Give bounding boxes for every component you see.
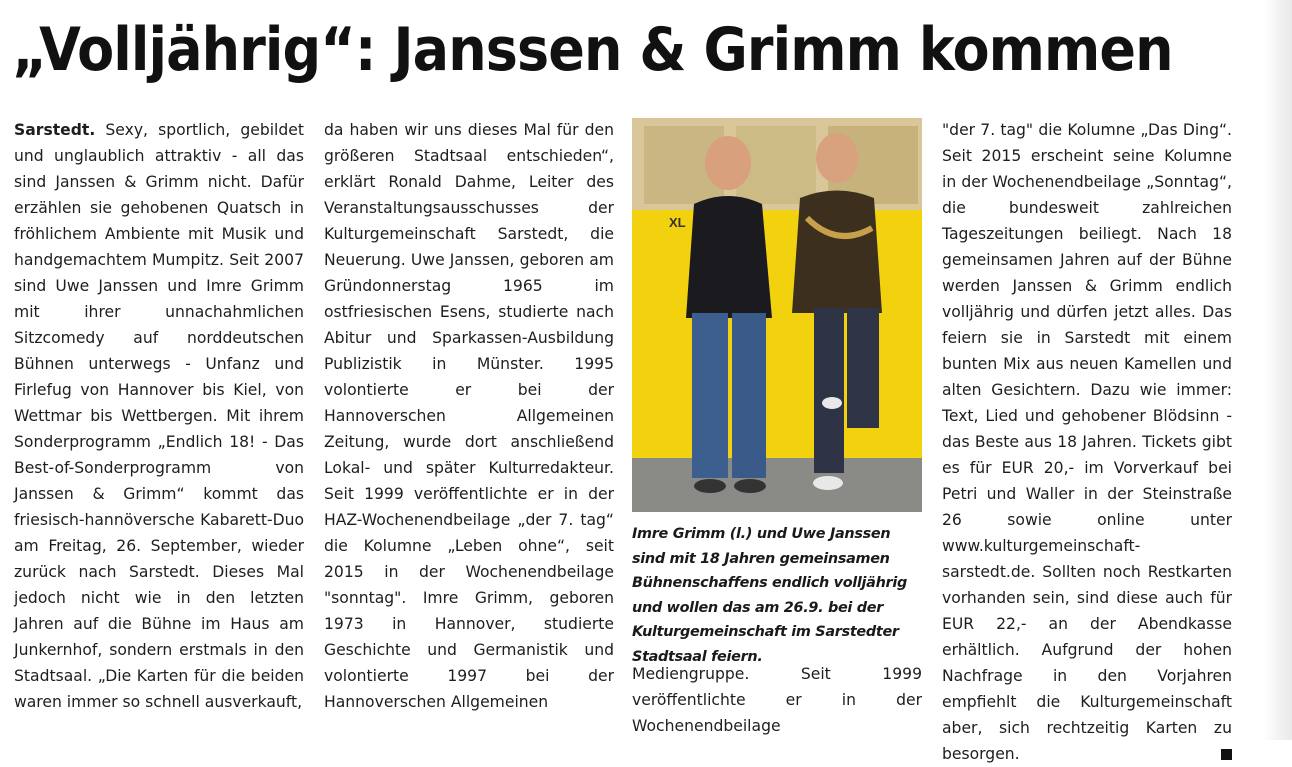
headline: „Volljährig“: Janssen & Grimm kommen — [12, 15, 1173, 85]
article-body-part-1 — [14, 117, 304, 715]
photo-caption: Imre Grimm (l.) und Uwe Janssen sind mit 18 Jahren gemeinsamen Bühnenschaffens endlich volljährig und wollen das am 26.9. bei der Kulturgemeinschaft im Sarstedter Stadtsaal feiern. — [632, 526, 907, 665]
article-body-part-3: Mediengruppe. Seit 1999 veröffentlichte er in der Wochenendbeilage — [632, 665, 922, 735]
text-column-1 — [14, 117, 304, 715]
article-body-part-2: da haben wir uns dieses Mal für den größeren Stadtsaal entschieden“, erklärt Ronald Dahme, Leiter des Veranstaltungsausschusses der Kulturgemeinschaft Sarstedt, die Neuerung. Uwe Janssen, geboren am Gründonnerstag 1965 im ostfriesischen Esens, studierte nach Abitur und Sparkassen-Ausbildung Publizistik in Münster. 1995 volontierte er bei der Hannoverschen Allgemeinen Zeitung, wurde dort anschließend Lokal- und später Kulturredakteur. Seit 1999 veröffentlichte er in der HAZ-Wochenendbeilage „der 7. tag“ die Kolumne „Leben ohne“, seit 2015 in der Wochenendbeilage "sonntag". Imre Grimm, geboren 1973 in Hannover, studierte Geschichte und Germanistik und volontierte 1997 bei der Hannoverschen Allgemeinen — [324, 121, 614, 711]
text-column-4 — [942, 117, 1232, 767]
dateline: Sarstedt. — [14, 121, 96, 139]
photo-illustration — [632, 118, 922, 512]
article-body-part-4 — [942, 117, 1232, 767]
text-column-3 — [632, 661, 922, 739]
article-body-text: Sexy, sportlich, gebildet und unglaublich attraktiv - all das sind Janssen & Grimm nicht. Dafür erzählen sie gehobenen Quatsch in fröhlichem Ambiente mit Musik und handgemachtem Mumpitz. Seit 2007 sind Uwe Janssen und Imre Grimm mit ihrer unnachahmlichen Sitzcomedy auf norddeutschen Bühnen unterwegs - Unfanz und Firlefug von Hannover bis Kiel, von Wettmar bis Wettbergen. Mit ihrem Sonderprogramm „Endlich 18! - Das Best-of-Sonderprogramm von Janssen & Grimm“ kommt das friesisch-hannöversche Kabarett-Duo am Freitag, 26. September, wieder zurück nach Sarstedt. Dieses Mal jedoch nicht wie in den letzten Jahren auf die Bühne im Haus am Junkernhof, sondern erstmals in den Stadtsaal. „Die Karten für die beiden waren immer so schnell ausverkauft, — [14, 121, 304, 711]
end-square-icon — [1221, 749, 1232, 760]
locker-label: XL — [669, 215, 686, 230]
photo-janssen-grimm — [632, 118, 922, 512]
page-edge-shadow — [1264, 0, 1292, 740]
text-column-2 — [324, 117, 614, 715]
article-body-end: "der 7. tag" die Kolumne „Das Ding“. Seit 2015 erscheint seine Kolumne in der Wochenendbeilage „Sonntag“, die bundesweit zahlreichen Tageszeitungen beiliegt. Nach 18 gemeinsamen Jahren auf der Bühne werden Janssen & Grimm endlich volljährig und dürfen jetzt alles. Das feiern sie in Sarstedt mit einem bunten Mix aus neuen Kamellen und alten Gesichtern. Dazu wie immer: Text, Lied und gehobener Blödsinn - das Beste aus 18 Jahren. Tickets gibt es für EUR 20,- im Vorverkauf bei Petri und Waller in der Steinstraße 26 sowie online unter www.kulturgemeinschaft-sarstedt.de. Sollten noch Restkarten vorhanden sein, sind diese auch für EUR 22,- an der Abendkasse erhältlich. Aufgrund der hohen Nachfrage in den Vorjahren empfiehlt die Kulturgemeinschaft aber, sich rechtzeitig Karten zu besorgen. — [942, 121, 1232, 763]
